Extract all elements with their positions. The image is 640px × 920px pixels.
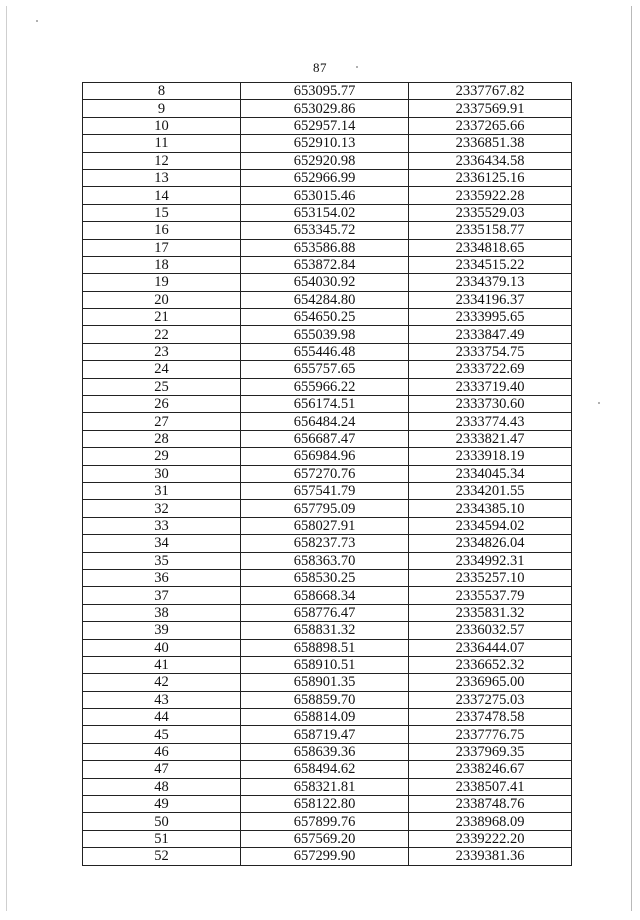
y-coordinate-cell: 2338246.67 — [409, 761, 572, 778]
y-coordinate-cell: 2336965.00 — [409, 674, 572, 691]
table-row — [83, 778, 572, 795]
x-coordinate-cell: 656484.24 — [241, 413, 409, 430]
point-number-cell: 27 — [83, 413, 241, 430]
x-coordinate-cell: 654650.25 — [241, 309, 409, 326]
x-coordinate-cell: 655446.48 — [241, 343, 409, 360]
x-coordinate-cell: 658494.62 — [241, 761, 409, 778]
point-number-cell: 23 — [83, 343, 241, 360]
coordinate-table-body — [83, 83, 572, 866]
table-row — [83, 187, 572, 204]
x-coordinate-cell: 653154.02 — [241, 204, 409, 221]
y-coordinate-cell: 2336652.32 — [409, 656, 572, 673]
point-number-cell: 8 — [83, 83, 241, 100]
table-row — [83, 100, 572, 117]
x-coordinate-cell: 652966.99 — [241, 169, 409, 186]
x-coordinate-cell: 653586.88 — [241, 239, 409, 256]
y-coordinate-cell: 2339222.20 — [409, 830, 572, 847]
y-coordinate-cell: 2335922.28 — [409, 187, 572, 204]
x-coordinate-cell: 652910.13 — [241, 135, 409, 152]
point-number-cell: 12 — [83, 152, 241, 169]
y-coordinate-cell: 2336125.16 — [409, 169, 572, 186]
x-coordinate-cell: 652920.98 — [241, 152, 409, 169]
y-coordinate-cell: 2338968.09 — [409, 813, 572, 830]
x-coordinate-cell: 658859.70 — [241, 691, 409, 708]
x-coordinate-cell: 657270.76 — [241, 465, 409, 482]
point-number-cell: 11 — [83, 135, 241, 152]
table-row — [83, 830, 572, 847]
table-row — [83, 517, 572, 534]
point-number-cell: 31 — [83, 482, 241, 499]
table-row — [83, 604, 572, 621]
page-number: 87 — [313, 60, 327, 75]
x-coordinate-cell: 658237.73 — [241, 535, 409, 552]
table-row — [83, 152, 572, 169]
y-coordinate-cell: 2335257.10 — [409, 569, 572, 586]
x-coordinate-cell: 653345.72 — [241, 222, 409, 239]
y-coordinate-cell: 2333754.75 — [409, 343, 572, 360]
x-coordinate-cell: 653872.84 — [241, 256, 409, 273]
x-coordinate-cell: 658776.47 — [241, 604, 409, 621]
x-coordinate-cell: 658910.51 — [241, 656, 409, 673]
x-coordinate-cell: 658321.81 — [241, 778, 409, 795]
table-row — [83, 587, 572, 604]
point-number-cell: 16 — [83, 222, 241, 239]
table-row — [83, 361, 572, 378]
table-row — [83, 656, 572, 673]
point-number-cell: 50 — [83, 813, 241, 830]
x-coordinate-cell: 657541.79 — [241, 482, 409, 499]
y-coordinate-cell: 2334045.34 — [409, 465, 572, 482]
table-row — [83, 639, 572, 656]
point-number-cell: 22 — [83, 326, 241, 343]
y-coordinate-cell: 2334992.31 — [409, 552, 572, 569]
point-number-cell: 20 — [83, 291, 241, 308]
y-coordinate-cell: 2335537.79 — [409, 587, 572, 604]
x-coordinate-cell: 653029.86 — [241, 100, 409, 117]
x-coordinate-cell: 654030.92 — [241, 274, 409, 291]
table-row — [83, 448, 572, 465]
point-number-cell: 24 — [83, 361, 241, 378]
point-number-cell: 10 — [83, 117, 241, 134]
table-row — [83, 222, 572, 239]
point-number-cell: 45 — [83, 726, 241, 743]
x-coordinate-cell: 658831.32 — [241, 622, 409, 639]
point-number-cell: 42 — [83, 674, 241, 691]
y-coordinate-cell: 2333821.47 — [409, 430, 572, 447]
x-coordinate-cell: 658027.91 — [241, 517, 409, 534]
x-coordinate-cell: 657795.09 — [241, 500, 409, 517]
y-coordinate-cell: 2334826.04 — [409, 535, 572, 552]
point-number-cell: 39 — [83, 622, 241, 639]
y-coordinate-cell: 2333847.49 — [409, 326, 572, 343]
point-number-cell: 18 — [83, 256, 241, 273]
point-number-cell: 44 — [83, 709, 241, 726]
point-number-cell: 47 — [83, 761, 241, 778]
point-number-cell: 46 — [83, 743, 241, 760]
table-row — [83, 622, 572, 639]
point-number-cell: 13 — [83, 169, 241, 186]
y-coordinate-cell: 2333918.19 — [409, 448, 572, 465]
x-coordinate-cell: 658719.47 — [241, 726, 409, 743]
table-row — [83, 465, 572, 482]
point-number-cell: 21 — [83, 309, 241, 326]
table-row — [83, 691, 572, 708]
y-coordinate-cell: 2337969.35 — [409, 743, 572, 760]
point-number-cell: 34 — [83, 535, 241, 552]
scan-speck — [36, 20, 38, 22]
table-row — [83, 726, 572, 743]
x-coordinate-cell: 655966.22 — [241, 378, 409, 395]
y-coordinate-cell: 2337275.03 — [409, 691, 572, 708]
point-number-cell: 19 — [83, 274, 241, 291]
table-row — [83, 274, 572, 291]
table-row — [83, 761, 572, 778]
point-number-cell: 9 — [83, 100, 241, 117]
scan-speck — [356, 66, 358, 68]
point-number-cell: 29 — [83, 448, 241, 465]
x-coordinate-cell: 658363.70 — [241, 552, 409, 569]
y-coordinate-cell: 2339381.36 — [409, 848, 572, 865]
x-coordinate-cell: 658122.80 — [241, 796, 409, 813]
point-number-cell: 51 — [83, 830, 241, 847]
x-coordinate-cell: 656984.96 — [241, 448, 409, 465]
table-row — [83, 169, 572, 186]
y-coordinate-cell: 2336434.58 — [409, 152, 572, 169]
table-row — [83, 796, 572, 813]
point-number-cell: 33 — [83, 517, 241, 534]
table-row — [83, 396, 572, 413]
table-row — [83, 291, 572, 308]
x-coordinate-cell: 655757.65 — [241, 361, 409, 378]
point-number-cell: 37 — [83, 587, 241, 604]
y-coordinate-cell: 2334385.10 — [409, 500, 572, 517]
y-coordinate-cell: 2333730.60 — [409, 396, 572, 413]
x-coordinate-cell: 655039.98 — [241, 326, 409, 343]
table-row — [83, 326, 572, 343]
point-number-cell: 32 — [83, 500, 241, 517]
x-coordinate-cell: 657569.20 — [241, 830, 409, 847]
x-coordinate-cell: 657899.76 — [241, 813, 409, 830]
y-coordinate-cell: 2334818.65 — [409, 239, 572, 256]
y-coordinate-cell: 2333774.43 — [409, 413, 572, 430]
y-coordinate-cell: 2333722.69 — [409, 361, 572, 378]
table-row — [83, 552, 572, 569]
y-coordinate-cell: 2334379.13 — [409, 274, 572, 291]
y-coordinate-cell: 2338507.41 — [409, 778, 572, 795]
point-number-cell: 48 — [83, 778, 241, 795]
x-coordinate-cell: 653015.46 — [241, 187, 409, 204]
table-row — [83, 309, 572, 326]
table-row — [83, 813, 572, 830]
x-coordinate-cell: 656687.47 — [241, 430, 409, 447]
x-coordinate-cell: 654284.80 — [241, 291, 409, 308]
table-row — [83, 343, 572, 360]
y-coordinate-cell: 2336444.07 — [409, 639, 572, 656]
point-number-cell: 15 — [83, 204, 241, 221]
point-number-cell: 41 — [83, 656, 241, 673]
y-coordinate-cell: 2336032.57 — [409, 622, 572, 639]
table-row — [83, 135, 572, 152]
x-coordinate-cell: 658639.36 — [241, 743, 409, 760]
table-row — [83, 378, 572, 395]
point-number-cell: 17 — [83, 239, 241, 256]
table-row — [83, 743, 572, 760]
table-row — [83, 674, 572, 691]
y-coordinate-cell: 2337265.66 — [409, 117, 572, 134]
x-coordinate-cell: 658901.35 — [241, 674, 409, 691]
y-coordinate-cell: 2337478.58 — [409, 709, 572, 726]
table-row — [83, 413, 572, 430]
y-coordinate-cell: 2334515.22 — [409, 256, 572, 273]
scan-speck — [598, 402, 600, 404]
x-coordinate-cell: 657299.90 — [241, 848, 409, 865]
point-number-cell: 36 — [83, 569, 241, 586]
table-row — [83, 535, 572, 552]
x-coordinate-cell: 658530.25 — [241, 569, 409, 586]
y-coordinate-cell: 2336851.38 — [409, 135, 572, 152]
point-number-cell: 40 — [83, 639, 241, 656]
x-coordinate-cell: 658898.51 — [241, 639, 409, 656]
table-row — [83, 848, 572, 865]
x-coordinate-cell: 658668.34 — [241, 587, 409, 604]
y-coordinate-cell: 2334594.02 — [409, 517, 572, 534]
y-coordinate-cell: 2333719.40 — [409, 378, 572, 395]
y-coordinate-cell: 2334201.55 — [409, 482, 572, 499]
y-coordinate-cell: 2338748.76 — [409, 796, 572, 813]
point-number-cell: 14 — [83, 187, 241, 204]
table-row — [83, 569, 572, 586]
x-coordinate-cell: 656174.51 — [241, 396, 409, 413]
x-coordinate-cell: 653095.77 — [241, 83, 409, 100]
point-number-cell: 35 — [83, 552, 241, 569]
x-coordinate-cell: 652957.14 — [241, 117, 409, 134]
table-row — [83, 117, 572, 134]
table-row — [83, 482, 572, 499]
y-coordinate-cell: 2337767.82 — [409, 83, 572, 100]
y-coordinate-cell: 2335158.77 — [409, 222, 572, 239]
table-row — [83, 430, 572, 447]
point-number-cell: 49 — [83, 796, 241, 813]
point-number-cell: 43 — [83, 691, 241, 708]
table-row — [83, 239, 572, 256]
y-coordinate-cell: 2335529.03 — [409, 204, 572, 221]
table-row — [83, 256, 572, 273]
table-row — [83, 204, 572, 221]
y-coordinate-cell: 2337776.75 — [409, 726, 572, 743]
coordinate-table — [82, 82, 572, 866]
point-number-cell: 26 — [83, 396, 241, 413]
y-coordinate-cell: 2333995.65 — [409, 309, 572, 326]
y-coordinate-cell: 2334196.37 — [409, 291, 572, 308]
y-coordinate-cell: 2337569.91 — [409, 100, 572, 117]
y-coordinate-cell: 2335831.32 — [409, 604, 572, 621]
point-number-cell: 52 — [83, 848, 241, 865]
point-number-cell: 38 — [83, 604, 241, 621]
point-number-cell: 28 — [83, 430, 241, 447]
point-number-cell: 25 — [83, 378, 241, 395]
x-coordinate-cell: 658814.09 — [241, 709, 409, 726]
point-number-cell: 30 — [83, 465, 241, 482]
table-row — [83, 709, 572, 726]
table-row — [83, 83, 572, 100]
table-row — [83, 500, 572, 517]
